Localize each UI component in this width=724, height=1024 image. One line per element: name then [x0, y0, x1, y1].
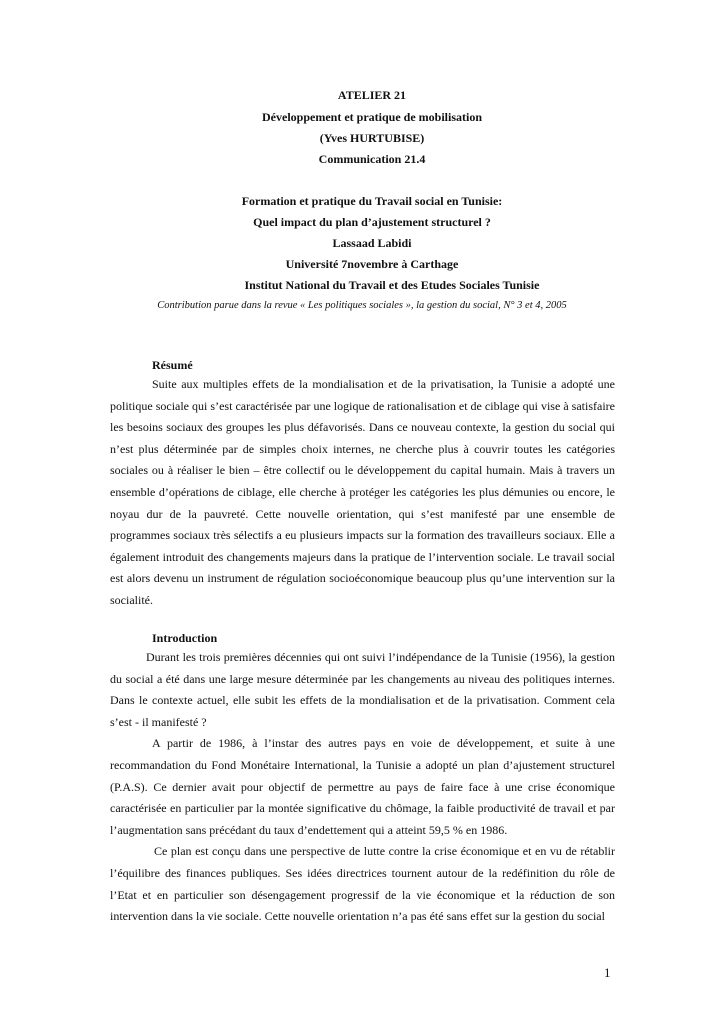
author-name: Lassaad Labidi	[332, 236, 412, 250]
paper-title-line2: Quel impact du plan d’ajustement structurel ?	[253, 215, 491, 229]
atelier-coordinator: (Yves HURTUBISE)	[319, 131, 425, 145]
resume-paragraph: Suite aux multiples effets de la mondialisation et de la privatisation, la Tunisie a adopté une politique sociale qui s’est caractérisée par une logique de rationalisation et de ciblage qui vise à satisfaire les besoins sociaux des groupes les plus défavorisés. Dans ce nouveau contexte, la gestion du social qui n’est plus déterminée par de simples choix internes, ne cherche plus à couvrir toutes les catégories sociales ou à réaliser le bien – être collectif ou le développement du capital humain. Mais à travers un ensemble d’opérations de ciblage, elle cherche à protéger les catégories les plus démunies ou encore, le noyau dur de la pauvreté. Cette nouvelle orientation, qui s’est manifesté par une ensemble de programmes sociaux très sélectifs a eu plusieurs impacts sur la formation des travailleurs sociaux. Elle a également introduit des changements majeurs dans la pratique de l’intervention sociale. Le travail social est alors devenu un instrument de régulation socioéconomique beaucoup plus qu’une intervention sur la socialité.	[110, 377, 615, 607]
introduction-paragraph-3: Ce plan est conçu dans une perspective de lutte contre la crise économique et en vu de rétablir l’équilibre des finances publiques. Ses idées directrices tournent autour de la redéfinition du rôle de l’Etat et en particulier son désengagement progressif de la vie économique et la réduction de son intervention dans la vie sociale. Cette nouvelle orientation n’a pas été sans effet sur la gestion du social	[110, 844, 615, 924]
atelier-theme: Développement et pratique de mobilisation	[262, 110, 482, 124]
introduction-section	[110, 647, 615, 928]
atelier-heading: ATELIER 21	[337, 88, 407, 102]
affiliation-line2: Institut National du Travail et des Etudes Sociales Tunisie	[244, 278, 540, 292]
introduction-paragraph-2: A partir de 1986, à l’instar des autres pays en voie de développement, et suite à une recommandation du Fond Monétaire International, la Tunisie a adopté un plan d’ajustement structurel (P.A.S). Ce dernier avait pour objectif de permettre au pays de faire face à une crise économique caractérisée en particulier par la montée significative du chômage, la faible productivité de travail et par l’augmentation sans précédant du taux d’endettement qui a atteint 59,5 % en 1986.	[110, 736, 615, 837]
introduction-heading: Introduction	[152, 631, 218, 645]
contribution-note: Contribution parue dans la revue « Les politiques sociales », la gestion du social, N° 3 et 4, 2005	[157, 300, 567, 311]
communication-number: Communication 21.4	[318, 152, 426, 166]
resume-heading: Résumé	[152, 358, 193, 372]
affiliation-line1: Université 7novembre à Carthage	[285, 257, 459, 271]
page-number: 1	[604, 965, 611, 980]
paper-title-line1: Formation et pratique du Travail social en Tunisie:	[241, 194, 503, 208]
resume-section	[110, 374, 615, 612]
introduction-paragraph-1: Durant les trois premières décennies qui ont suivi l’indépendance de la Tunisie (1956), la gestion du social a été dans une large mesure déterminée par les changements au niveau des politiques internes. Dans le contexte actuel, elle subit les effets de la mondialisation et de la privatisation. Comment cela s’est - il manifesté ?	[110, 650, 615, 729]
